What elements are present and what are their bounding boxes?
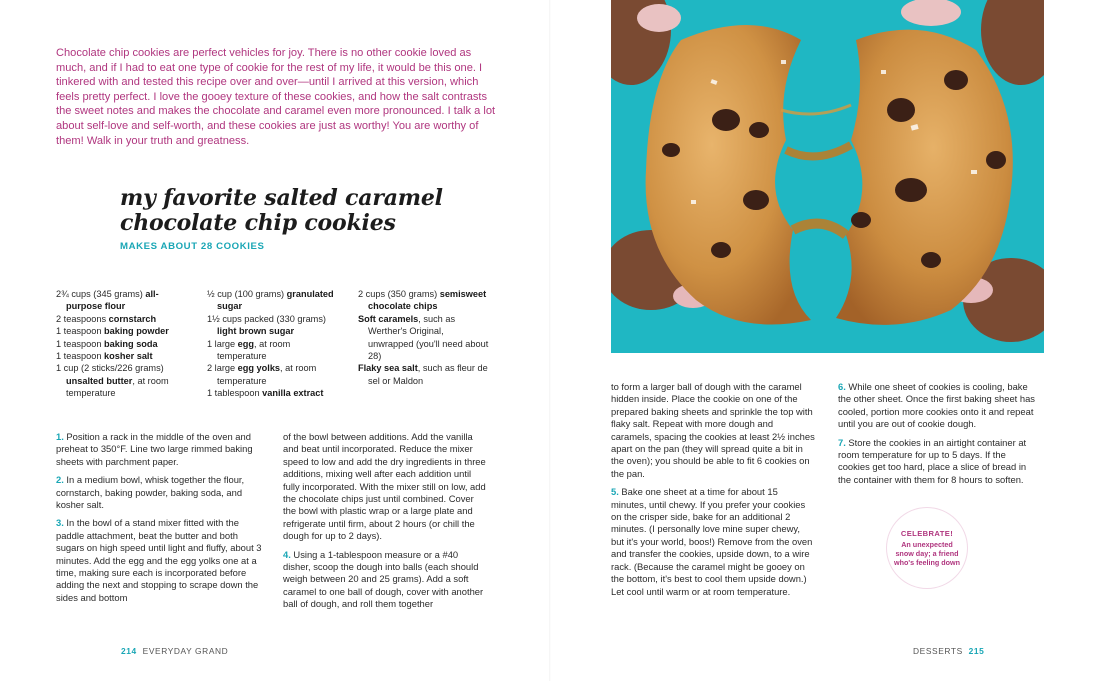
celebrate-heading: CELEBRATE! xyxy=(900,529,954,538)
steps-column-3 xyxy=(611,381,815,604)
step-4-continued: to form a larger ball of dough with the caramel hidden inside. Place the cookie on one of the prepared baking sheets and sprinkle the top with flaky salt. Repeat with more dough and caramels, spacing the cookies at least 2½ inches apart on the pan (they will spread quite a bit in the oven); you should be able to fit 6 cookies on the pan. xyxy=(611,381,815,479)
ingredients-column-1 xyxy=(56,288,188,400)
recipe-yield: MAKES ABOUT 28 COOKIES xyxy=(120,241,265,252)
ingredient: Flaky sea salt, such as fleur de sel or Maldon xyxy=(358,363,488,386)
ingredient: 2 cups (350 grams) semisweet chocolate chips xyxy=(358,289,487,312)
celebrate-callout xyxy=(887,508,967,588)
left-page-number: 214 xyxy=(121,646,137,656)
page-gutter xyxy=(549,0,551,681)
ingredients-column-3 xyxy=(358,288,490,387)
steps-column-1 xyxy=(56,431,262,610)
cookie-photo xyxy=(611,0,1044,353)
ingredient: 2¾ cups (345 grams) all-purpose flour xyxy=(56,289,159,312)
step-2: 2. In a medium bowl, whisk together the flour, cornstarch, baking powder, baking soda, and kosher salt. xyxy=(56,474,245,511)
ingredient: 1 cup (2 sticks/226 grams) unsalted butter, at room temperature xyxy=(56,363,169,399)
step-3-continued: of the bowl between additions. Add the vanilla and beat until incorporated. Reduce the mixer speed to low and add the dry ingredients in three additions, mixing well after each addition until fully incorporated. With the mixer still on low, add the chocolate chips just until combined. Cover the bowl with plastic wrap or a large plate and refrigerate until firm, about 2 hours (or chill the dough for up to 2 days). xyxy=(283,431,486,542)
ingredient: 1 teaspoon baking soda xyxy=(56,338,158,349)
celebrate-text: An unexpected snow day; a friend who's feeling down xyxy=(894,540,960,567)
left-running-title: EVERYDAY GRAND xyxy=(142,646,229,656)
step-4: 4. Using a 1-tablespoon measure or a #40 disher, scoop the dough into balls (each should weigh between 20 and 25 grams). Add a soft caramel to one ball of dough, cover with another ball of dough, and roll them together xyxy=(283,548,484,610)
right-running-title: DESSERTS xyxy=(913,646,963,656)
step-7: 7. Store the cookies in an airtight container at room temperature for up to 5 days. If the cookies get too hard, place a slice of bread in the container with them for 8 hours to soften. xyxy=(838,436,1027,485)
steps-column-4 xyxy=(838,381,1038,492)
step-5: 5. Bake one sheet at a time for about 15 minutes, until chewy. If you prefer your cookies on the crisper side, bake for an additional 2 minutes. (I personally love mine super chewy, but it's your world, boos!) Remove from the oven and transfer the cookies, upside down, to a wire rack. (Because the caramel might be gooey on the bottom, it's best to cool them upside down.) Let cool until warm or at room temperature. xyxy=(611,486,813,597)
step-6: 6. While one sheet of cookies is cooling, bake the other sheet. Once the first baking sheet has cooled, portion more cookies onto it and repeat until you are out of cookie dough. xyxy=(838,381,1035,430)
recipe-title: my favorite salted caramel chocolate chip cookies xyxy=(120,185,443,236)
ingredient: 1 teaspoon kosher salt xyxy=(56,351,153,362)
right-folio xyxy=(913,646,984,656)
recipe-intro: Chocolate chip cookies are perfect vehicles for joy. There is no other cookie loved as much, and if I had to eat one type of cookie for the rest of my life, it would be this one. I tinkered with and tested this recipe over and over—until I arrived at this version, which feels pretty perfect. I love the gooey texture of these cookies, and how the salt contrasts the sweet notes and makes the chocolate and caramel even more pronounced. I talk a lot about self-love and self-worth, and these cookies are just as worthy! You are worthy of them! Walk in your truth and greatness. xyxy=(56,47,496,147)
steps-column-2 xyxy=(283,431,488,617)
left-folio xyxy=(121,646,228,656)
ingredient: 2 teaspoons cornstarch xyxy=(56,313,157,324)
ingredient: 2 large egg yolks, at room temperature xyxy=(207,363,317,386)
step-3: 3. In the bowl of a stand mixer fitted with the paddle attachment, beat the butter and both sugars on high speed until light and fluffy, about 3 minutes. Add the egg and the egg yolks one at a time, making sure each is incorporated before adding the next and stopping to scrape down the sides and bottom xyxy=(56,517,262,603)
step-1: 1. Position a rack in the middle of the oven and preheat to 350°F. Line two large rimmed baking sheets with parchment paper. xyxy=(56,431,253,467)
cookie-photo-illustration xyxy=(611,0,1044,353)
ingredient: 1 teaspoon baking powder xyxy=(56,326,169,337)
ingredient: 1½ cups packed (330 grams) light brown sugar xyxy=(207,313,326,337)
ingredient: 1 large egg, at room temperature xyxy=(207,338,291,362)
ingredients-column-2 xyxy=(207,288,335,400)
right-page-number: 215 xyxy=(968,646,985,656)
ingredient: Soft caramels, such as Werther's Original, unwrapped (you'll need about 28) xyxy=(358,313,489,362)
ingredient: 1 tablespoon vanilla extract xyxy=(207,388,324,399)
ingredient: ½ cup (100 grams) granulated sugar xyxy=(207,289,334,312)
